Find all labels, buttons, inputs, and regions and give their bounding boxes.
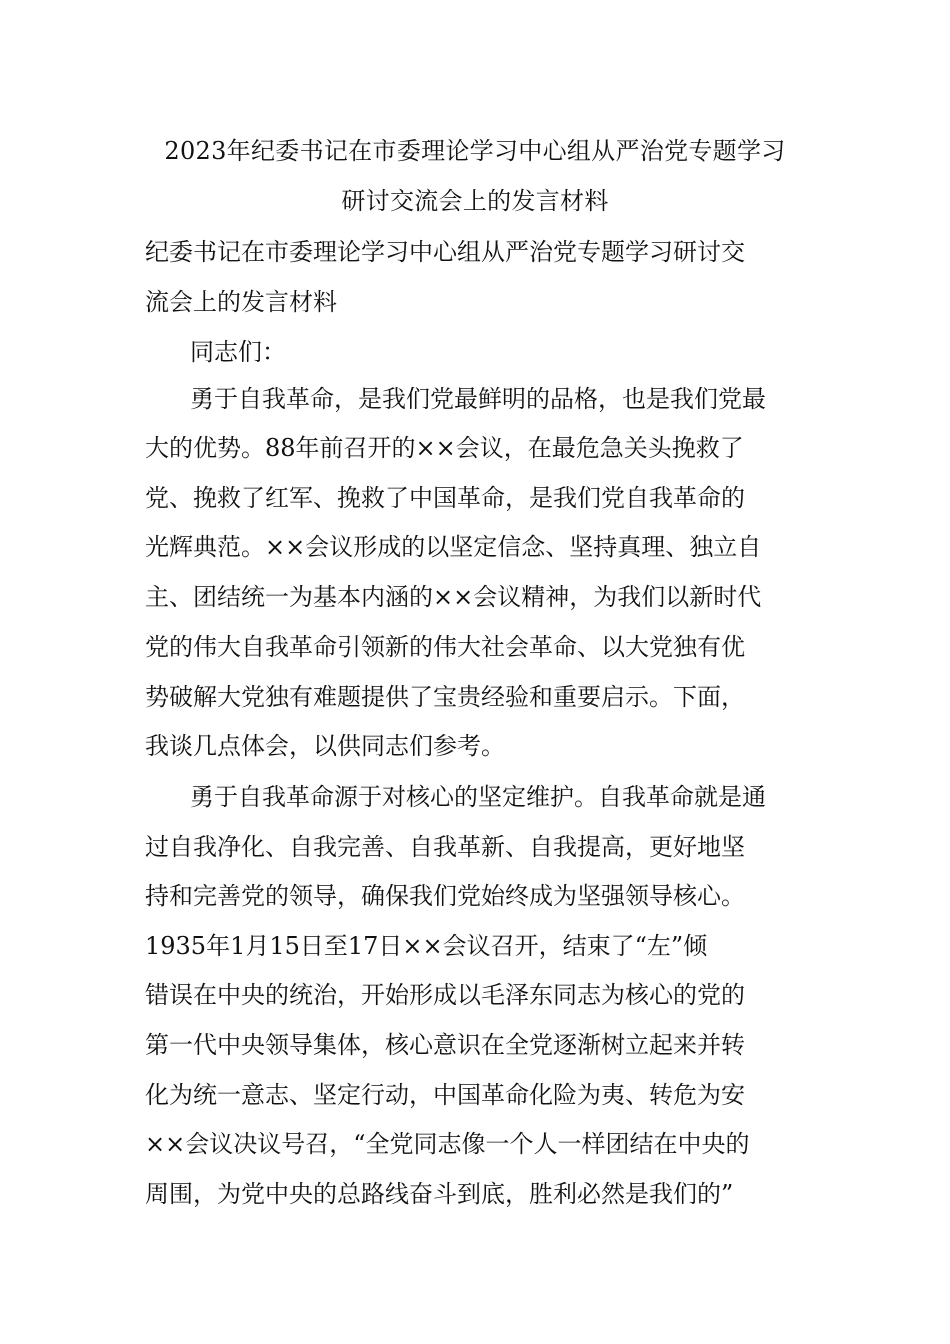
paragraph-2-line: 持和完善党的领导，确保我们党始终成为坚强领导核心。 (145, 882, 745, 910)
paragraph-1-line: 光辉典范。××会议形成的以坚定信念、坚持真理、独立自 (145, 533, 762, 561)
paragraph-2-line: 勇于自我革命源于对核心的坚定维护。自我革命就是通 (190, 783, 766, 811)
paragraph-1-line: 主、团结统一为基本内涵的××会议精神，为我们以新时代 (145, 583, 762, 611)
document-title-line-2: 研讨交流会上的发言材料 (341, 187, 609, 215)
paragraph-1-line: 势破解大党独有难题提供了宝贵经验和重要启示。下面， (145, 683, 745, 711)
subtitle-line-2: 流会上的发言材料 (145, 288, 337, 316)
paragraph-1-line: 勇于自我革命，是我们党最鲜明的品格，也是我们党最 (190, 385, 766, 413)
paragraph-1-line: 党的伟大自我革命引领新的伟大社会革命、以大党独有优 (145, 633, 745, 661)
paragraph-2-line: 周围，为党中央的总路线奋斗到底，胜利必然是我们的” (145, 1180, 734, 1208)
paragraph-1-line: 我谈几点体会，以供同志们参考。 (145, 732, 505, 760)
paragraph-2-line: 1935年1月15日至17日××会议召开，结束了“左”倾 (145, 932, 708, 960)
paragraph-2-line: 第一代中央领导集体，核心意识在全党逐渐树立起来并转 (145, 1031, 745, 1059)
paragraph-2-line: 过自我净化、自我完善、自我革新、自我提高，更好地坚 (145, 833, 745, 861)
paragraph-1-line: 党、挽救了红军、挽救了中国革命，是我们党自我革命的 (145, 484, 745, 512)
paragraph-2-line: ××会议决议号召，“全党同志像一个人一样团结在中央的 (145, 1130, 750, 1158)
paragraph-2-line: 化为统一意志、坚定行动，中国革命化险为夷、转危为安 (145, 1081, 745, 1109)
paragraph-1-line: 大的优势。88年前召开的××会议，在最危急关头挽救了 (145, 434, 744, 462)
paragraph-2-line: 错误在中央的统治，开始形成以毛泽东同志为核心的党的 (145, 981, 745, 1009)
salutation: 同志们： (190, 338, 286, 366)
document-title-line-1: 2023年纪委书记在市委理论学习中心组从严治党专题学习 (164, 137, 786, 165)
subtitle-line-1: 纪委书记在市委理论学习中心组从严治党专题学习研讨交 (145, 238, 745, 266)
